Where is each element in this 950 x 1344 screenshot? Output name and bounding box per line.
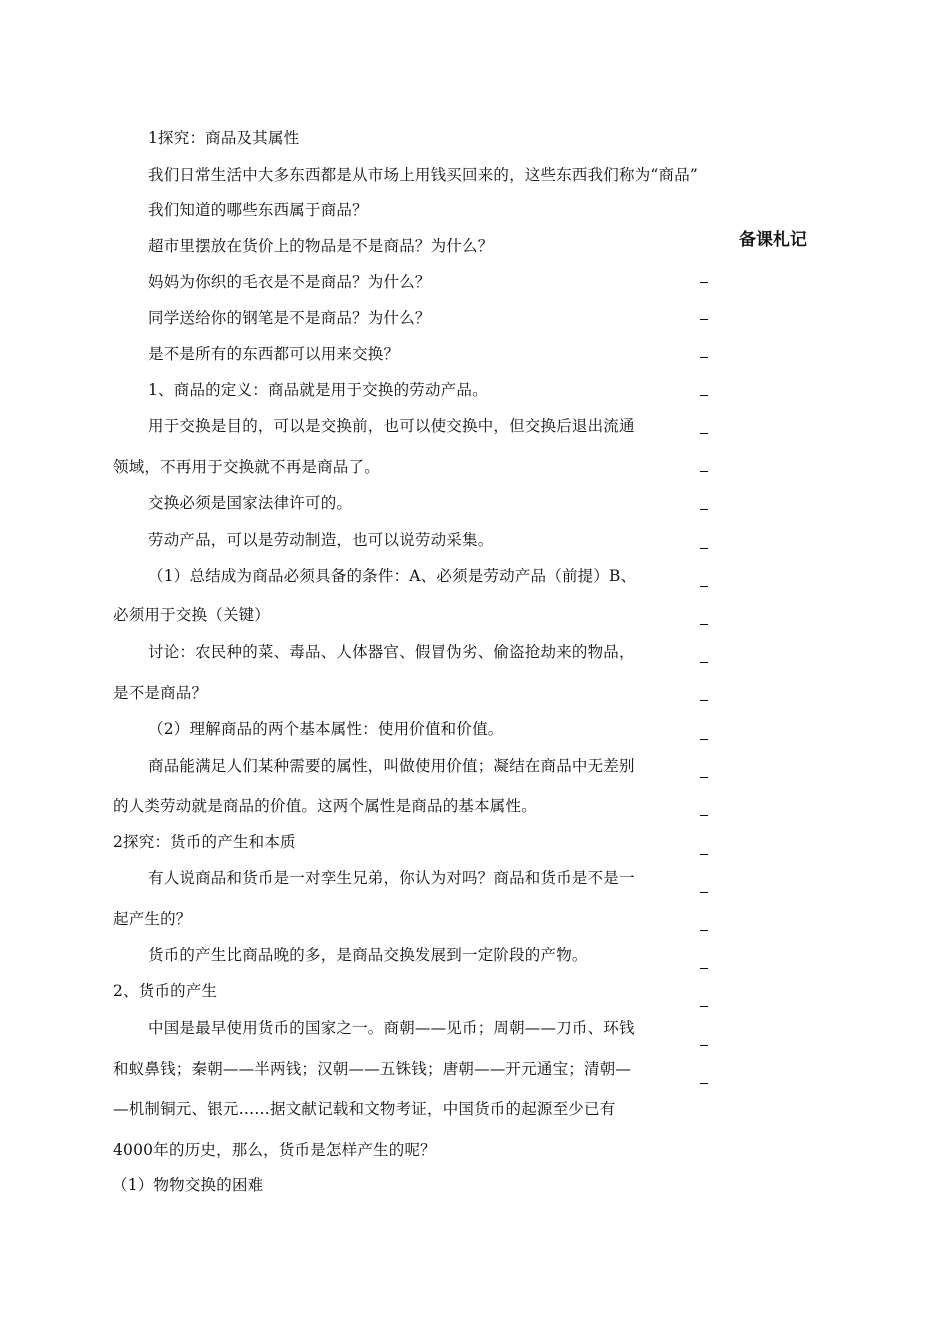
note-line bbox=[700, 586, 708, 587]
subsection-item: （1）物物交换的困难 bbox=[112, 1176, 264, 1194]
note-line bbox=[700, 509, 708, 510]
paragraph-line: （2）理解商品的两个基本属性：使用价值和价值。 bbox=[148, 720, 504, 738]
note-line bbox=[700, 433, 708, 434]
note-line bbox=[700, 815, 708, 816]
paragraph-line: 是不是所有的东西都可以用来交换？ bbox=[148, 345, 400, 363]
note-line bbox=[700, 548, 708, 549]
note-line bbox=[700, 1045, 708, 1046]
paragraph-line: 超市里摆放在货价上的物品是不是商品？为什么？ bbox=[148, 237, 494, 255]
note-line bbox=[700, 777, 708, 778]
paragraph-line: 中国是最早使用货币的国家之一。商朝——见币；周朝——刀币、环钱 bbox=[148, 1019, 635, 1037]
paragraph-line: 同学送给你的钢笔是不是商品？为什么？ bbox=[148, 309, 431, 327]
paragraph-line: 和蚁鼻钱；秦朝——半两钱；汉朝——五铢钱；唐朝——开元通宝；清朝— bbox=[113, 1060, 632, 1078]
paragraph-line: 领域，不再用于交换就不再是商品了。 bbox=[113, 458, 380, 476]
paragraph-line: 交换必须是国家法律许可的。 bbox=[148, 494, 353, 512]
subsection-heading: 2、货币的产生 bbox=[113, 982, 218, 1000]
note-line bbox=[700, 282, 708, 283]
note-line bbox=[700, 854, 708, 855]
section-heading-commodity: 1探究：商品及其属性 bbox=[148, 129, 300, 147]
definition-heading: 1、商品的定义：商品就是用于交换的劳动产品。 bbox=[148, 381, 488, 399]
note-line bbox=[700, 624, 708, 625]
paragraph-line: 妈妈为你织的毛衣是不是商品？为什么？ bbox=[148, 273, 431, 291]
note-line bbox=[700, 700, 708, 701]
note-line bbox=[700, 319, 708, 320]
paragraph-line: 商品能满足人们某种需要的属性，叫做使用价值；凝结在商品中无差别 bbox=[148, 757, 635, 775]
paragraph-line: 用于交换是目的，可以是交换前，也可以使交换中，但交换后退出流通 bbox=[148, 417, 635, 435]
paragraph-line: 起产生的？ bbox=[113, 910, 192, 928]
note-line bbox=[700, 357, 708, 358]
section-heading-currency: 2探究：货币的产生和本质 bbox=[113, 833, 296, 851]
note-line bbox=[700, 892, 708, 893]
paragraph-line: 必须用于交换（关键） bbox=[113, 606, 271, 624]
paragraph-line: 我们日常生活中大多东西都是从市场上用钱买回来的，这些东西我们称为“商品” bbox=[148, 166, 699, 184]
note-line bbox=[700, 471, 708, 472]
paragraph-line: 劳动产品，可以是劳动制造，也可以说劳动采集。 bbox=[148, 531, 494, 549]
paragraph-line: 货币的产生比商品晚的多，是商品交换发展到一定阶段的产物。 bbox=[148, 946, 588, 964]
paragraph-line: 是不是商品？ bbox=[113, 684, 208, 702]
note-line bbox=[700, 968, 708, 969]
note-line bbox=[700, 930, 708, 931]
paragraph-line: 我们知道的哪些东西属于商品？ bbox=[148, 201, 368, 219]
note-line bbox=[700, 395, 708, 396]
paragraph-line: 4000年的历史，那么，货币是怎样产生的呢？ bbox=[113, 1141, 436, 1159]
paragraph-line: 有人说商品和货币是一对孪生兄弟，你认为对吗？商品和货币是不是一 bbox=[148, 869, 635, 887]
note-line bbox=[700, 1083, 708, 1084]
paragraph-line: 讨论：农民种的菜、毒品、人体器官、假冒伪劣、偷盗抢劫来的物品， bbox=[148, 643, 635, 661]
paragraph-line: 的人类劳动就是商品的价值。这两个属性是商品的基本属性。 bbox=[113, 797, 537, 815]
note-line bbox=[700, 662, 708, 663]
paragraph-line: （1）总结成为商品必须具备的条件：A、必须是劳动产品（前提）B、 bbox=[148, 567, 637, 585]
paragraph-line: —机制铜元、银元……据文献记载和文物考证，中国货币的起源至少已有 bbox=[113, 1100, 616, 1118]
notes-column-title: 备课札记 bbox=[739, 230, 807, 250]
note-line bbox=[700, 739, 708, 740]
note-line bbox=[700, 1006, 708, 1007]
